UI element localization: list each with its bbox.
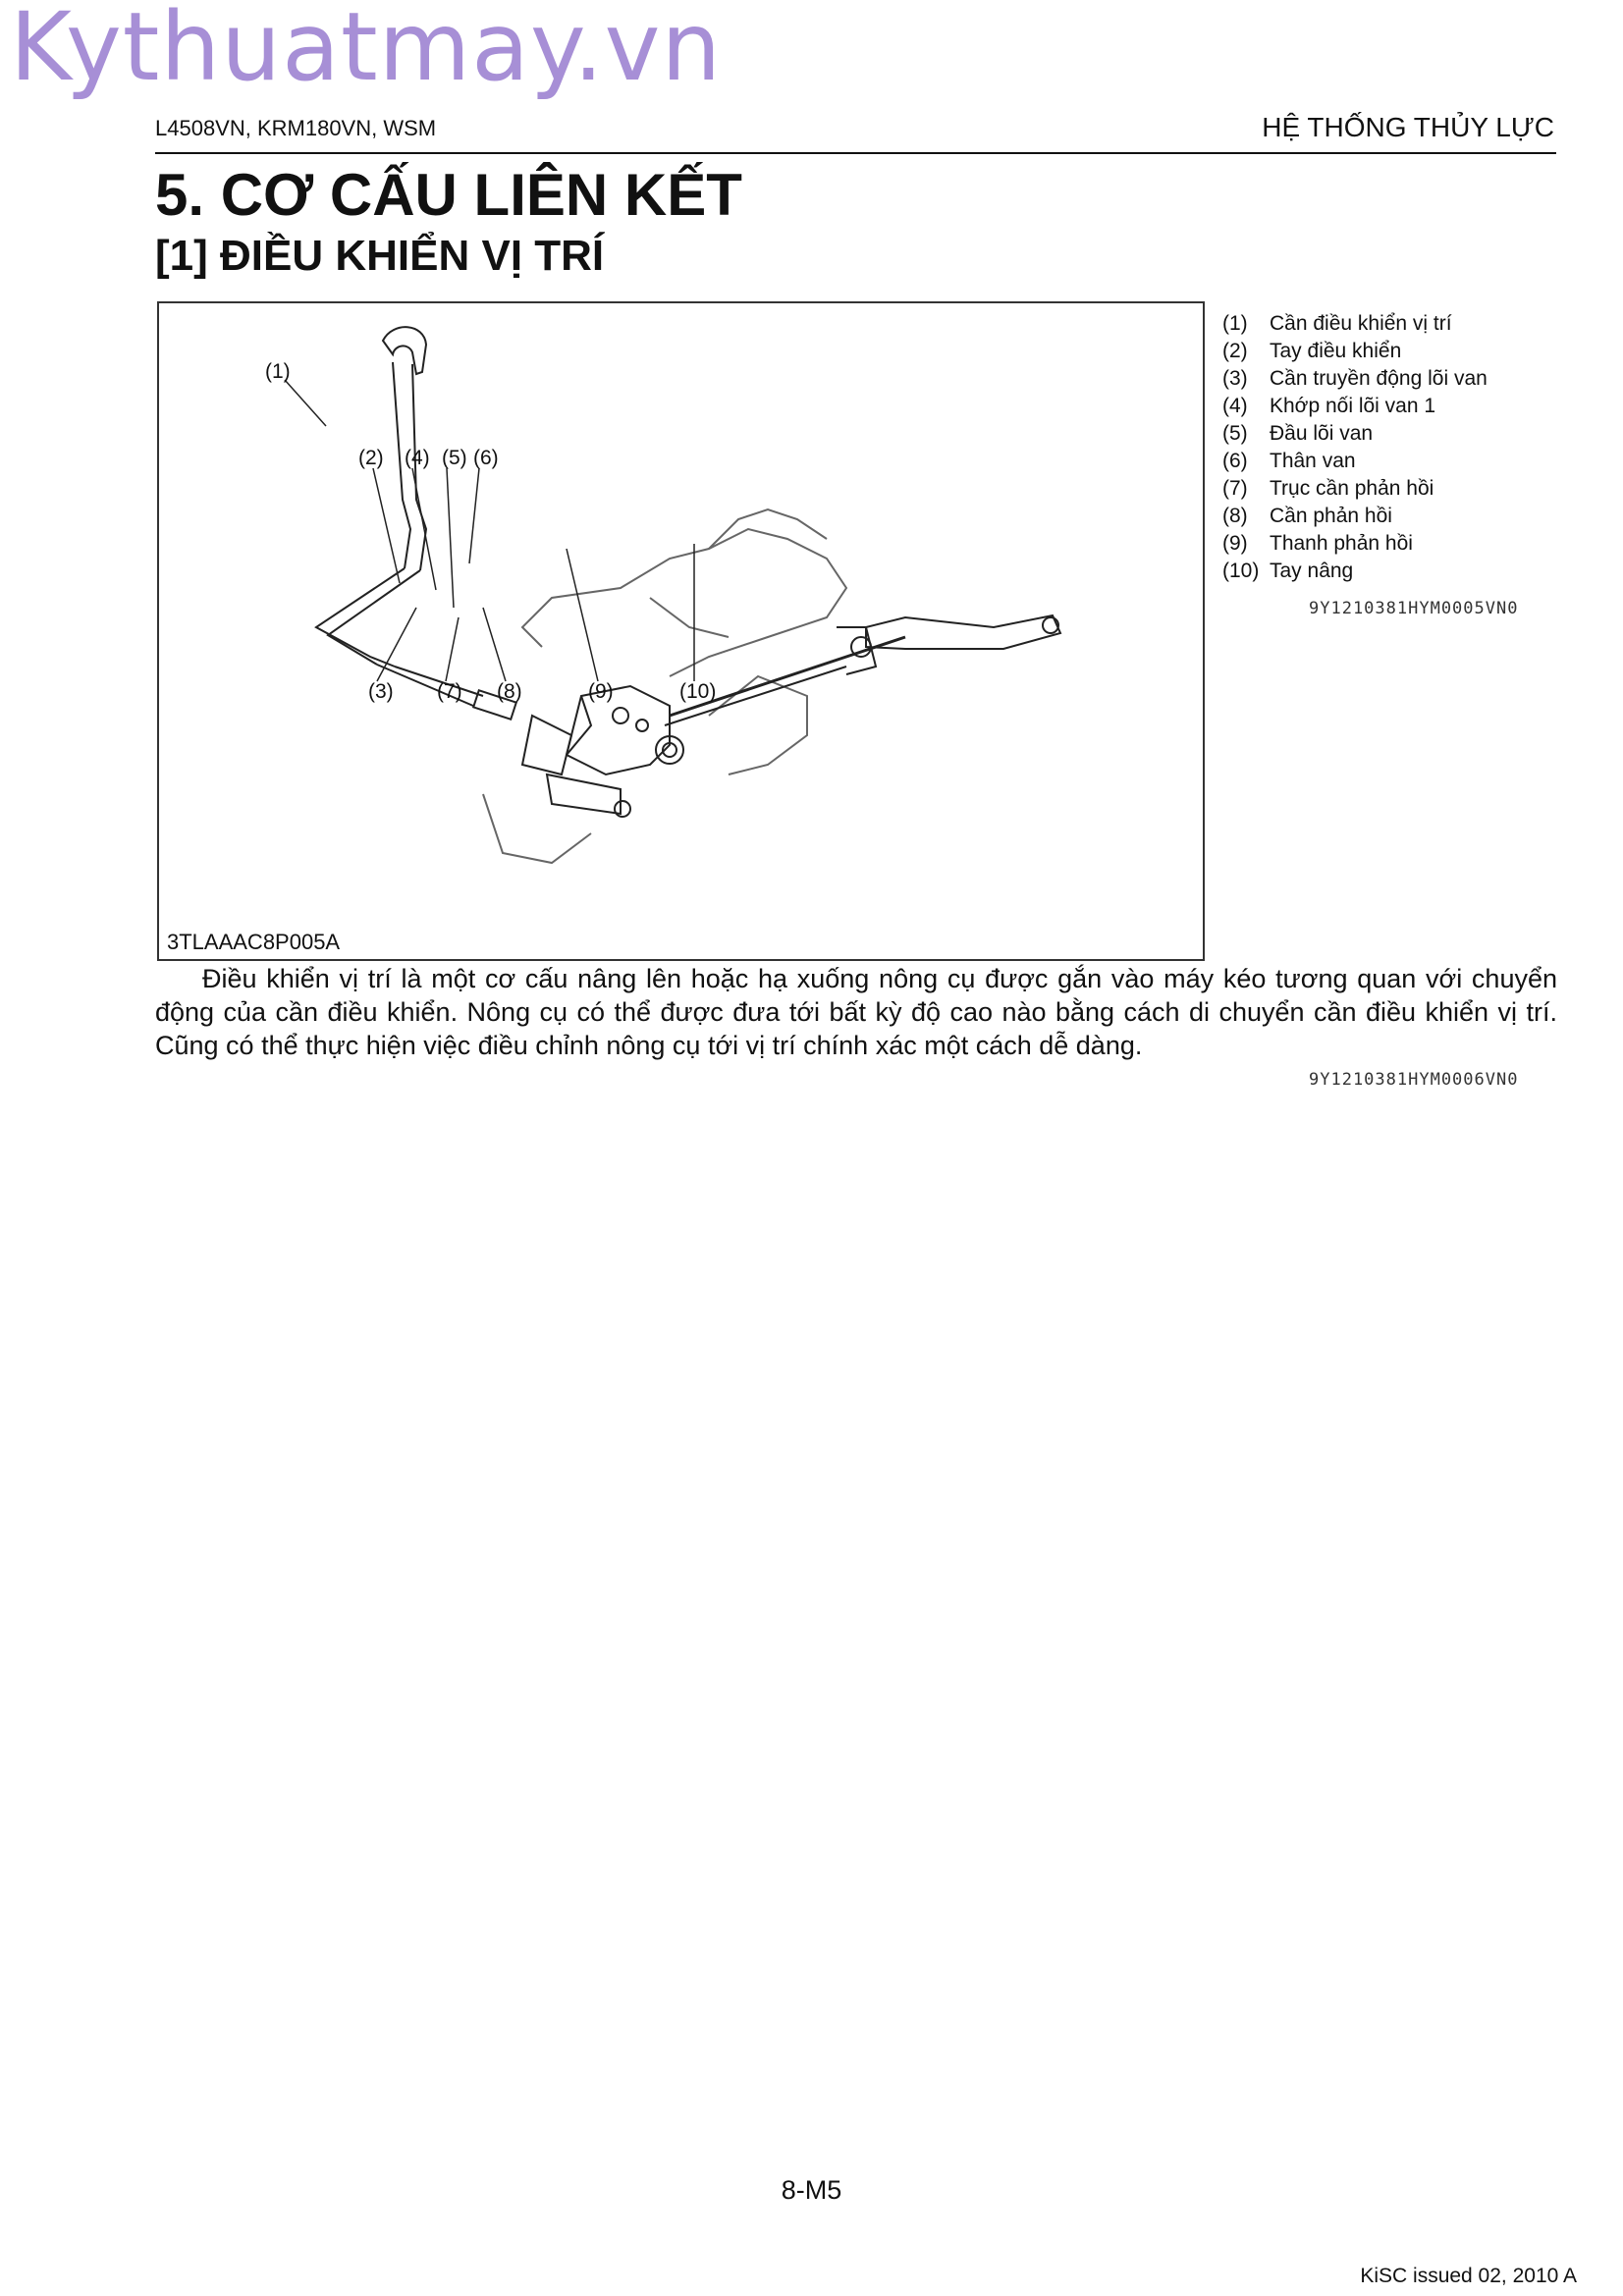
header-model: L4508VN, KRM180VN, WSM (155, 116, 437, 140)
legend-text: Trục cần phản hồi (1270, 477, 1434, 500)
legend-num: (4) (1222, 395, 1248, 417)
legend-text: Cần truyền động lõi van (1270, 367, 1488, 390)
callout-4: (4) (405, 447, 430, 469)
legend-item (1222, 448, 1488, 475)
legend-text: Thân van (1270, 450, 1356, 472)
legend-num: (2) (1222, 340, 1248, 362)
callout-3: (3) (368, 680, 394, 703)
legend-num: (5) (1222, 422, 1248, 445)
watermark-logo: Kythuatmay.vn (10, 0, 723, 102)
callout-7: (7) (437, 680, 462, 703)
header-chapter: HỆ THỐNG THỦY LỰC (1262, 112, 1554, 142)
figure-code: 3TLAAAC8P005A (167, 930, 341, 954)
lever-grip (383, 327, 426, 374)
callout-8: (8) (497, 680, 522, 703)
legend-item (1222, 420, 1488, 448)
callout-9: (9) (588, 680, 614, 703)
legend-text: Tay điều khiển (1270, 340, 1402, 362)
page-number: 8-M5 (781, 2175, 842, 2205)
section-title: 5. CƠ CẤU LIÊN KẾT (155, 162, 742, 228)
lift-arm (866, 615, 1060, 649)
callout-1: (1) (265, 360, 291, 383)
body-paragraph: Điều khiển vị trí là một cơ cấu nâng lên hoặc hạ xuống nông cụ được gắn vào máy kéo tương quan với chuyển động của cần điều khiển. Nông cụ có thể được đưa tới bất kỳ độ cao nào bằng cách di chuyển cần điều khiển vị trí. Cũng có thể thực hiện việc điều chỉnh nông cụ tới vị trí chính xác một cách dễ dàng. (155, 964, 1557, 1060)
paragraph-code: 9Y1210381HYM0006VN0 (1309, 1070, 1519, 1090)
header-rule (155, 152, 1556, 154)
legend-num: (10) (1222, 560, 1260, 582)
footer-issue: KiSC issued 02, 2010 A (1360, 2265, 1577, 2287)
figure-legend (1222, 310, 1488, 585)
legend-num: (3) (1222, 367, 1248, 390)
legend-text: Đầu lõi van (1270, 422, 1374, 445)
legend-text: Thanh phản hồi (1270, 532, 1413, 555)
legend-text: Cần phản hồi (1270, 505, 1392, 527)
legend-item (1222, 338, 1488, 365)
legend-text: Cần điều khiển vị trí (1270, 312, 1452, 335)
linkage-illustration (159, 303, 1203, 959)
legend-num: (9) (1222, 532, 1248, 555)
legend-text: Tay nâng (1270, 560, 1354, 582)
legend-text: Khớp nối lõi van 1 (1270, 395, 1436, 417)
legend-item (1222, 475, 1488, 503)
callout-2: (2) (358, 447, 384, 469)
callout-6: (6) (473, 447, 499, 469)
callout-10: (10) (679, 680, 717, 703)
linkage-figure (157, 301, 1205, 961)
legend-item (1222, 393, 1488, 420)
subsection-title: [1] ĐIỀU KHIỂN VỊ TRÍ (155, 232, 605, 280)
legend-num: (6) (1222, 450, 1248, 472)
legend-item (1222, 530, 1488, 558)
legend-code: 9Y1210381HYM0005VN0 (1309, 599, 1519, 618)
legend-item (1222, 558, 1488, 585)
callout-5: (5) (442, 447, 467, 469)
legend-item (1222, 310, 1488, 338)
legend-item (1222, 365, 1488, 393)
legend-item (1222, 503, 1488, 530)
legend-num: (7) (1222, 477, 1248, 500)
legend-num: (8) (1222, 505, 1248, 527)
legend-num: (1) (1222, 312, 1248, 335)
